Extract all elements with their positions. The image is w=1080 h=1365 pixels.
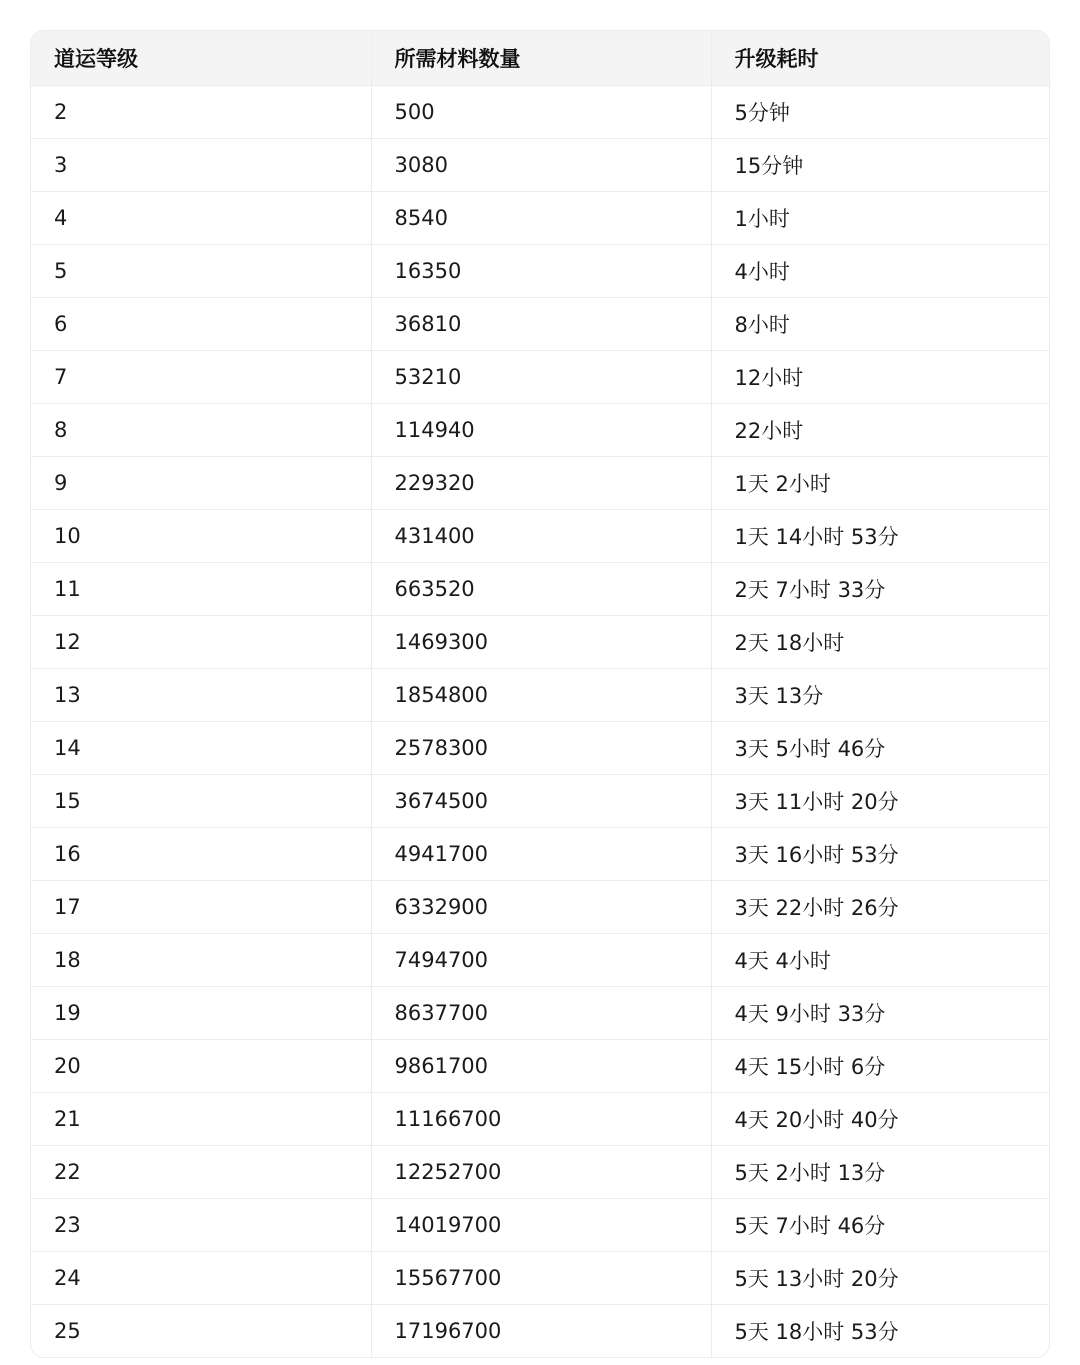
cell-material-count: 8540 bbox=[371, 191, 711, 244]
header-material-count: 所需材料数量 bbox=[371, 31, 711, 85]
cell-material-count: 16350 bbox=[371, 244, 711, 297]
cell-material-count: 12252700 bbox=[371, 1145, 711, 1198]
cell-material-count: 4941700 bbox=[371, 827, 711, 880]
table-row bbox=[31, 668, 1050, 721]
cell-level: 8 bbox=[31, 403, 371, 456]
cell-material-count: 9861700 bbox=[371, 1039, 711, 1092]
cell-upgrade-time: 3天 11小时 20分 bbox=[711, 774, 1050, 827]
cell-level: 5 bbox=[31, 244, 371, 297]
cell-upgrade-time: 3天 5小时 46分 bbox=[711, 721, 1050, 774]
cell-level: 9 bbox=[31, 456, 371, 509]
cell-upgrade-time: 2天 18小时 bbox=[711, 615, 1050, 668]
cell-upgrade-time: 4天 15小时 6分 bbox=[711, 1039, 1050, 1092]
table-header bbox=[31, 31, 1050, 85]
table-row bbox=[31, 297, 1050, 350]
cell-level: 7 bbox=[31, 350, 371, 403]
cell-material-count: 14019700 bbox=[371, 1198, 711, 1251]
cell-upgrade-time: 3天 22小时 26分 bbox=[711, 880, 1050, 933]
table-row bbox=[31, 403, 1050, 456]
cell-upgrade-time: 5天 13小时 20分 bbox=[711, 1251, 1050, 1304]
cell-level: 11 bbox=[31, 562, 371, 615]
cell-level: 24 bbox=[31, 1251, 371, 1304]
cell-level: 14 bbox=[31, 721, 371, 774]
cell-material-count: 3674500 bbox=[371, 774, 711, 827]
upgrade-table bbox=[31, 31, 1050, 1357]
cell-material-count: 7494700 bbox=[371, 933, 711, 986]
cell-upgrade-time: 5天 2小时 13分 bbox=[711, 1145, 1050, 1198]
table-row bbox=[31, 1304, 1050, 1357]
cell-level: 25 bbox=[31, 1304, 371, 1357]
cell-upgrade-time: 3天 13分 bbox=[711, 668, 1050, 721]
cell-level: 20 bbox=[31, 1039, 371, 1092]
cell-level: 21 bbox=[31, 1092, 371, 1145]
cell-material-count: 8637700 bbox=[371, 986, 711, 1039]
table-row bbox=[31, 615, 1050, 668]
cell-level: 23 bbox=[31, 1198, 371, 1251]
cell-material-count: 3080 bbox=[371, 138, 711, 191]
cell-upgrade-time: 12小时 bbox=[711, 350, 1050, 403]
cell-level: 2 bbox=[31, 85, 371, 138]
cell-material-count: 17196700 bbox=[371, 1304, 711, 1357]
table-row bbox=[31, 350, 1050, 403]
upgrade-table-container bbox=[30, 30, 1050, 1358]
cell-upgrade-time: 1天 2小时 bbox=[711, 456, 1050, 509]
cell-upgrade-time: 2天 7小时 33分 bbox=[711, 562, 1050, 615]
cell-upgrade-time: 8小时 bbox=[711, 297, 1050, 350]
table-row bbox=[31, 880, 1050, 933]
cell-upgrade-time: 22小时 bbox=[711, 403, 1050, 456]
cell-material-count: 36810 bbox=[371, 297, 711, 350]
table-row bbox=[31, 1198, 1050, 1251]
cell-material-count: 114940 bbox=[371, 403, 711, 456]
table-row bbox=[31, 456, 1050, 509]
table-row bbox=[31, 509, 1050, 562]
cell-upgrade-time: 3天 16小时 53分 bbox=[711, 827, 1050, 880]
cell-upgrade-time: 5天 18小时 53分 bbox=[734, 1319, 899, 1344]
cell-upgrade-time: 4小时 bbox=[711, 244, 1050, 297]
cell-level: 15 bbox=[31, 774, 371, 827]
cell-material-count: 53210 bbox=[371, 350, 711, 403]
cell-material-count: 663520 bbox=[371, 562, 711, 615]
cell-level: 16 bbox=[31, 827, 371, 880]
table-row bbox=[31, 827, 1050, 880]
table-row bbox=[31, 1251, 1050, 1304]
cell-material-count: 15567700 bbox=[371, 1251, 711, 1304]
cell-upgrade-time: 4天 9小时 33分 bbox=[711, 986, 1050, 1039]
cell-level: 10 bbox=[31, 509, 371, 562]
header-level: 道运等级 bbox=[31, 31, 371, 85]
cell-level: 4 bbox=[31, 191, 371, 244]
cell-upgrade-time: 1小时 bbox=[711, 191, 1050, 244]
table-row bbox=[31, 562, 1050, 615]
table-row bbox=[31, 986, 1050, 1039]
table-row bbox=[31, 191, 1050, 244]
table-row bbox=[31, 1145, 1050, 1198]
cell-material-count: 431400 bbox=[371, 509, 711, 562]
cell-upgrade-time: 15分钟 bbox=[711, 138, 1050, 191]
cell-level: 22 bbox=[31, 1145, 371, 1198]
table-row bbox=[31, 244, 1050, 297]
cell-material-count: 1854800 bbox=[371, 668, 711, 721]
cell-material-count: 11166700 bbox=[371, 1092, 711, 1145]
table-body bbox=[31, 85, 1050, 1357]
cell-material-count: 1469300 bbox=[371, 615, 711, 668]
cell-upgrade-time: 1天 14小时 53分 bbox=[711, 509, 1050, 562]
header-row bbox=[31, 31, 1050, 85]
cell-upgrade-time: 4天 4小时 bbox=[711, 933, 1050, 986]
cell-material-count: 2578300 bbox=[371, 721, 711, 774]
cell-material-count: 500 bbox=[371, 85, 711, 138]
cell-upgrade-time: 4天 20小时 40分 bbox=[711, 1092, 1050, 1145]
cell-level: 13 bbox=[31, 668, 371, 721]
header-upgrade-time: 升级耗时 bbox=[711, 31, 1050, 85]
cell-level: 18 bbox=[31, 933, 371, 986]
cell-material-count: 6332900 bbox=[371, 880, 711, 933]
table-row bbox=[31, 85, 1050, 138]
cell-level: 6 bbox=[31, 297, 371, 350]
cell-upgrade-time: 5分钟 bbox=[711, 85, 1050, 138]
table-row bbox=[31, 933, 1050, 986]
cell-material-count: 229320 bbox=[371, 456, 711, 509]
cell-level: 3 bbox=[31, 138, 371, 191]
table-row bbox=[31, 721, 1050, 774]
cell-level: 19 bbox=[31, 986, 371, 1039]
cell-upgrade-time: 5天 7小时 46分 bbox=[711, 1198, 1050, 1251]
table-row bbox=[31, 774, 1050, 827]
cell-level: 17 bbox=[31, 880, 371, 933]
table-row bbox=[31, 138, 1050, 191]
table-row bbox=[31, 1039, 1050, 1092]
table-row bbox=[31, 1092, 1050, 1145]
cell-level: 12 bbox=[31, 615, 371, 668]
